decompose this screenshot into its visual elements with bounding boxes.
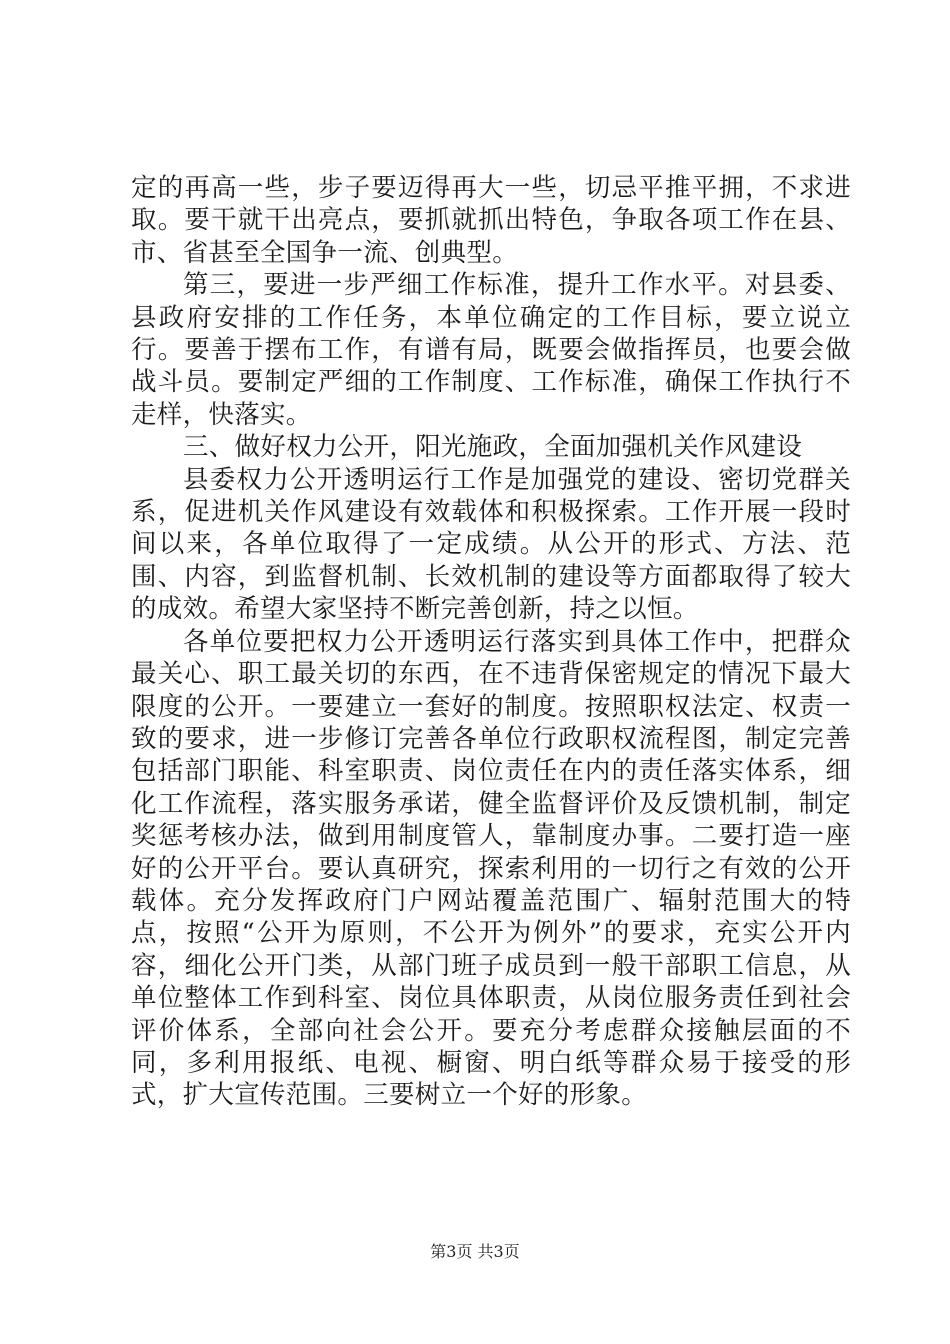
paragraph-transparency-intro: 县委权力公开透明运行工作是加强党的建设、密切党群关系，促进机关作风建设有效载体和积极探索。工作开展一段时间以来，各单位取得了一定成绩。从公开的形式、方法、范围、内容，到监督机制、长效机制的建设等方面都取得了较大的成效。希望大家坚持不断完善创新，持之以恒。 [131,464,851,625]
paragraph-continuation: 定的再高一些，步子要迈得再大一些，切忌平推平拥，不求进取。要干就干出亮点，要抓就抓出特色，争取各项工作在县、市、省甚至全国争一流、创典型。 [131,173,851,268]
paragraph-point-three: 第三，要进一步严细工作标准，提升工作水平。对县委、县政府安排的工作任务，本单位确定的工作目标，要立说立行。要善于摆布工作，有谱有局，既要会做指挥员，也要会做战斗员。要制定严细的工作制度、工作标准，确保工作执行不走样，快落实。 [131,270,851,430]
document-body [131,172,851,1112]
section-heading: 三、做好权力公开，阳光施政，全面加强机关作风建设 [183,432,803,463]
paragraph-transparency-details: 各单位要把权力公开透明运行落实到具体工作中，把群众最关心、职工最关切的东西，在不违背保密规定的情况下最大限度的公开。一要建立一套好的制度。按照职权法定、权责一致的要求，进一步修订完善各单位行政职权流程图，制定完善包括部门职能、科室职责、岗位责任在内的责任落实体系，细化工作流程，落实服务承诺，健全监督评价及反馈机制，制定奖惩考核办法，做到用制度管人，靠制度办事。二要打造一座好的公开平台。要认真研究，探索利用的一切行之有效的公开载体。充分发挥政府门户网站覆盖范围广、辐射范围大的特点，按照“公开为原则，不公开为例外”的要求，充实公开内容，细化公开门类，从部门班子成员到一般干部职工信息，从单位整体工作到科室、岗位具体职责，从岗位服务责任到社会评价体系，全部向社会公开。要充分考虑群众接触层面的不同，多利用报纸、电视、橱窗、明白纸等群众易于接受的形式，扩大宣传范围。三要树立一个好的形象。 [131,626,851,1111]
page-footer: 第3页 共3页 [430,1242,520,1261]
